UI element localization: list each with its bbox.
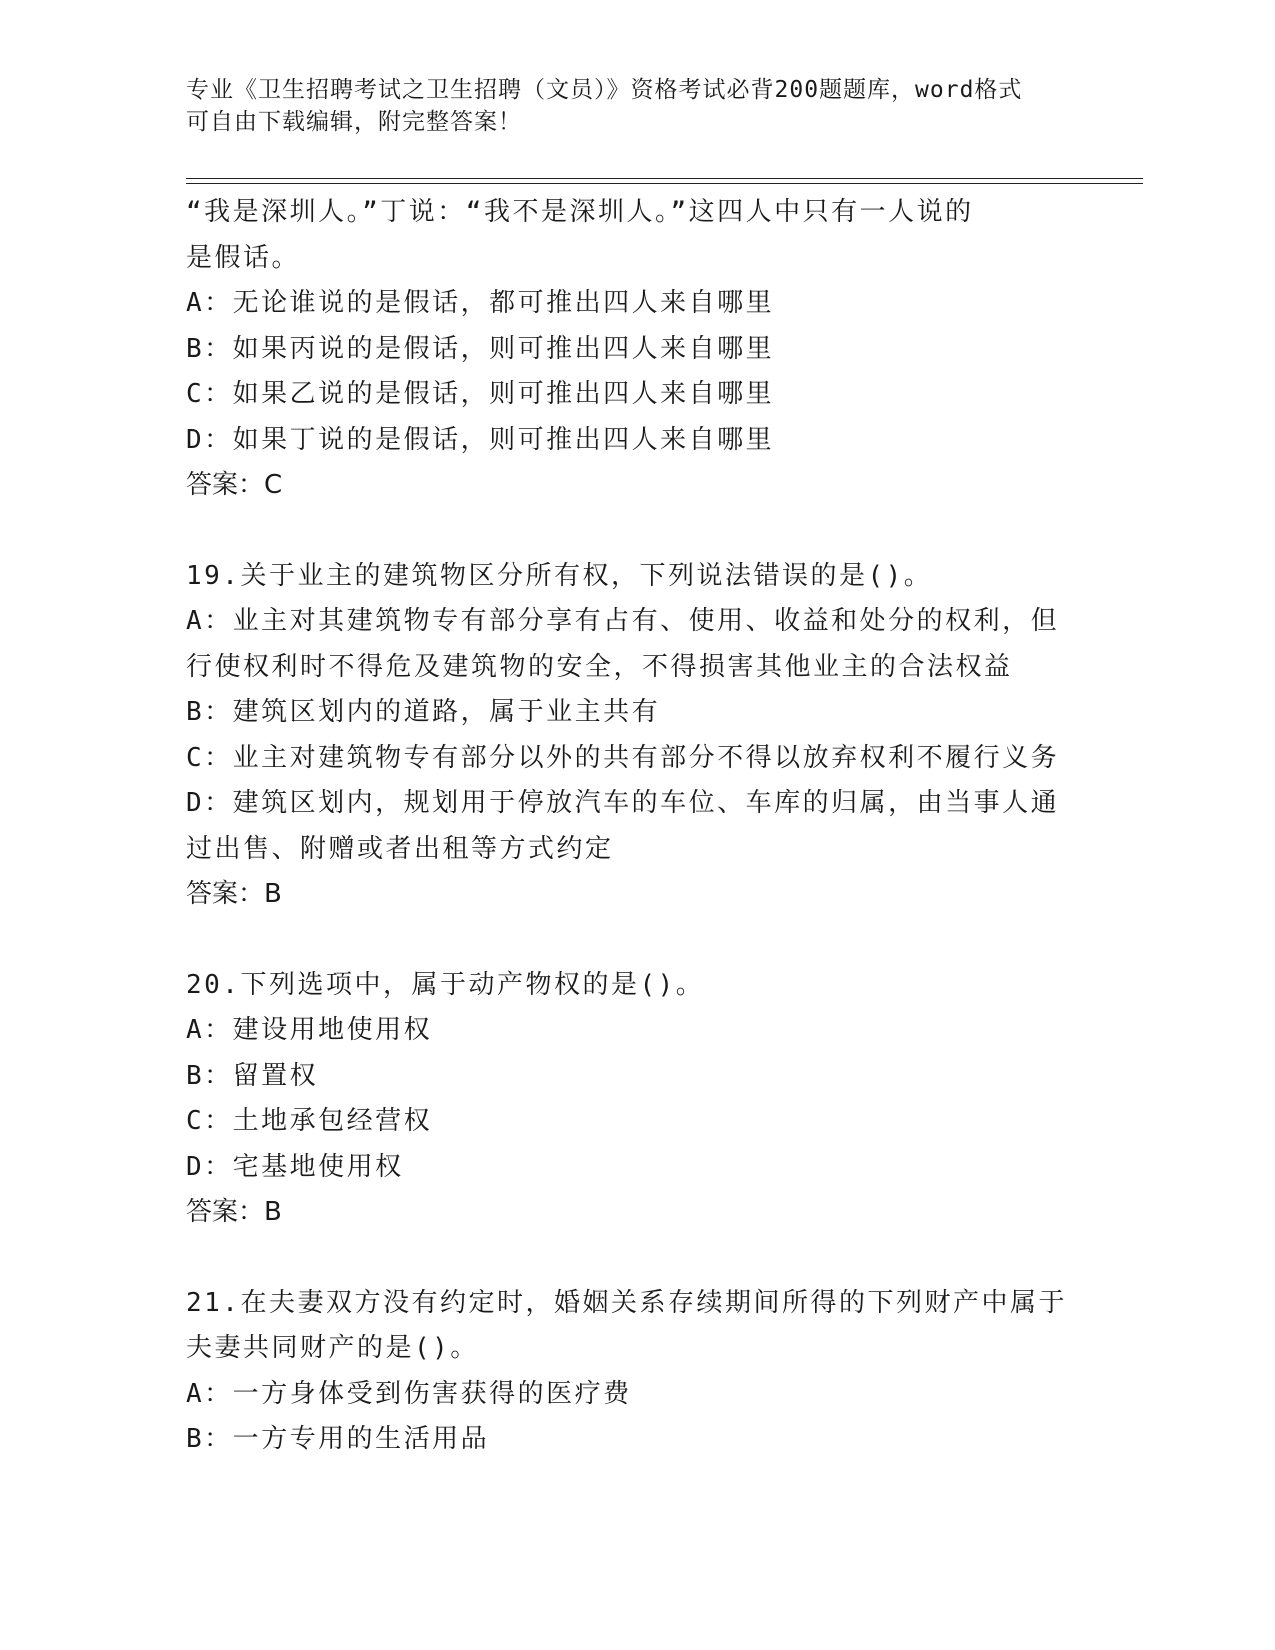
question-18 bbox=[186, 190, 1086, 509]
option-b: B：留置权 bbox=[186, 1060, 319, 1091]
question-stem: 是假话。 bbox=[186, 242, 301, 273]
option-c: C：如果乙说的是假话，则可推出四人来自哪里 bbox=[186, 379, 775, 409]
question-21 bbox=[186, 1281, 1086, 1463]
question-stem: 21.在夫妻双方没有约定时，婚姻关系存续期间所得的下列财产中属于 bbox=[186, 1287, 1067, 1318]
option-a-continued: 行使权利时不得危及建筑物的安全，不得损害其他业主的合法权益 bbox=[186, 651, 1013, 682]
spacer bbox=[186, 1236, 1086, 1281]
answer-line: 答案：B bbox=[186, 1197, 282, 1227]
option-a: A：业主对其建筑物专有部分享有占有、使用、收益和处分的权利，但 bbox=[186, 606, 1060, 636]
document-header bbox=[186, 74, 1086, 138]
spacer bbox=[186, 509, 1086, 554]
header-line-2: 可自由下载编辑，附完整答案！ bbox=[186, 109, 522, 135]
question-stem: 20.下列选项中，属于动产物权的是()。 bbox=[186, 969, 705, 1000]
option-b: B：一方专用的生活用品 bbox=[186, 1424, 490, 1454]
answer-line: 答案：B bbox=[186, 879, 282, 909]
question-19 bbox=[186, 554, 1086, 918]
question-20 bbox=[186, 963, 1086, 1236]
spacer bbox=[186, 918, 1086, 963]
header-divider-top bbox=[186, 178, 1143, 179]
option-c: C：土地承包经营权 bbox=[186, 1106, 433, 1136]
option-a: A：无论谁说的是假话，都可推出四人来自哪里 bbox=[186, 288, 775, 318]
option-d: D：如果丁说的是假话，则可推出四人来自哪里 bbox=[186, 424, 775, 455]
option-b: B：如果丙说的是假话，则可推出四人来自哪里 bbox=[186, 333, 775, 364]
option-b: B：建筑区划内的道路，属于业主共有 bbox=[186, 697, 661, 727]
header-divider-bottom bbox=[186, 183, 1143, 184]
option-d: D：宅基地使用权 bbox=[186, 1151, 404, 1182]
answer-line: 答案：C bbox=[186, 470, 283, 500]
header-line-1: 专业《卫生招聘考试之卫生招聘（文员）》资格考试必背200题题库，word格式 bbox=[186, 77, 1023, 103]
question-stem: 夫妻共同财产的是()。 bbox=[186, 1333, 479, 1363]
option-d-continued: 过出售、附赠或者出租等方式约定 bbox=[186, 833, 614, 864]
option-d: D：建筑区划内，规划用于停放汽车的车位、车库的归属，由当事人通 bbox=[186, 788, 1060, 818]
question-list bbox=[186, 190, 1086, 1463]
option-c: C：业主对建筑物专有部分以外的共有部分不得以放弃权利不履行义务 bbox=[186, 742, 1060, 773]
option-a: A：一方身体受到伤害获得的医疗费 bbox=[186, 1378, 632, 1409]
question-stem: 19.关于业主的建筑物区分所有权，下列说法错误的是()。 bbox=[186, 560, 933, 591]
question-stem: “我是深圳人。”丁说：“我不是深圳人。”这四人中只有一人说的 bbox=[186, 197, 974, 227]
option-a: A：建设用地使用权 bbox=[186, 1015, 433, 1045]
